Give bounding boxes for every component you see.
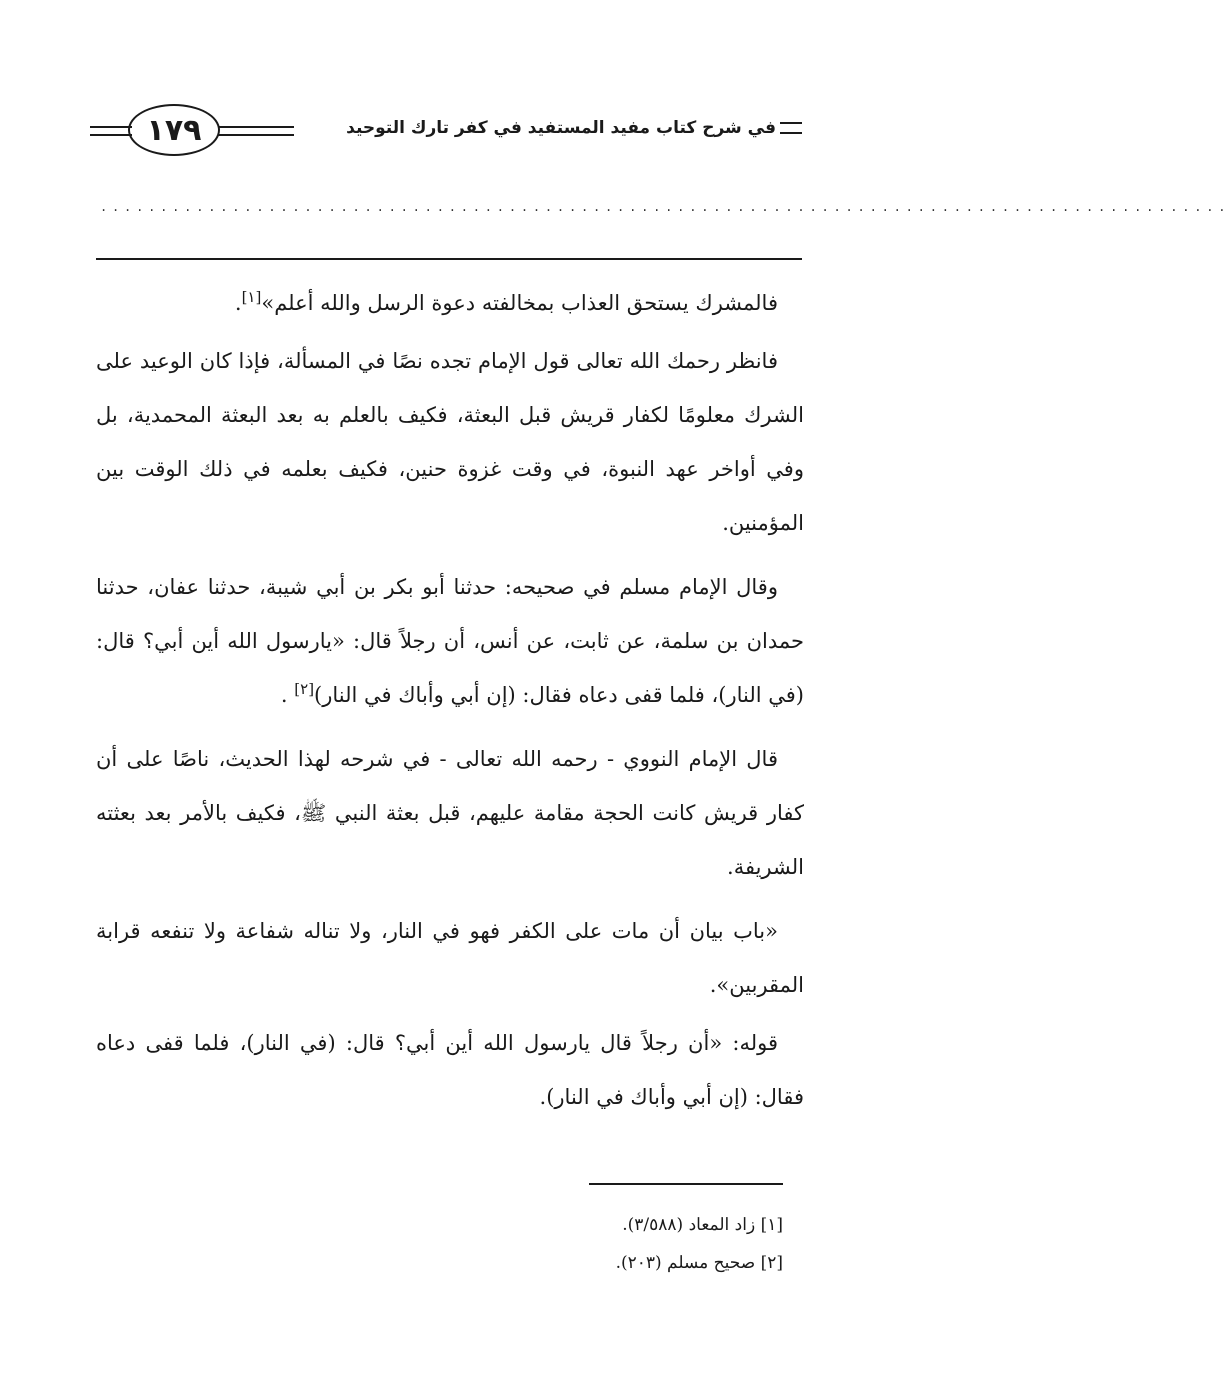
ornament-double-line-right [218,126,294,136]
paragraph-text: فالمشرك يستحق العذاب بمخالفته دعوة الرسل والله أعلم» [261,291,778,315]
paragraph-text: قوله: «أن رجلاً قال يارسول الله أين أبي؟ قال: (في النار)، فلما قفى دعاه فقال: (إن أبي وأباك في النار). [96,1031,804,1109]
paragraph [96,276,804,330]
paragraph [96,560,804,722]
paragraph-tail: . [280,683,288,707]
header-rule [96,258,802,260]
page-number: ١٧٩ [128,104,220,156]
paragraph-tail: . [234,291,242,315]
title-double-line-mark [780,122,802,134]
paragraph-text: قال الإمام النووي - رحمه الله تعالى - في شرحه لهذا الحديث، ناصًا على أن كفار قريش كانت الحجة مقامة عليهم، قبل بعثة النبي ﷺ، فكيف بالأمر بعد بعثته الشريفة. [96,747,804,879]
footnote-ref: [١] [241,288,262,306]
running-title [346,118,802,138]
main-text [96,276,804,1134]
dotted-rule: .............................................................................................. [100,200,1230,214]
running-title-text: في شرح كتاب مفيد المستفيد في كفر تارك التوحيد [346,118,776,138]
footnote-ref: [٢] [294,680,315,698]
paragraph-text: «باب بيان أن مات على الكفر فهو في النار، ولا تناله شفاعة ولا تنفعه قرابة المقربين». [96,919,804,997]
ornament-double-line-left [90,126,132,136]
paragraph [96,334,804,550]
paragraph [96,1016,804,1124]
footnotes [183,1206,783,1282]
page-number-ornament [90,100,295,162]
footnote: [١] زاد المعاد (٣/٥٨٨). [622,1215,783,1235]
paragraph [96,732,804,894]
paragraph [96,904,804,1012]
paragraph-text: وقال الإمام مسلم في صحيحه: حدثنا أبو بكر بن أبي شيبة، حدثنا عفان، حدثنا حمدان بن سلمة، عن ثابت، عن أنس، أن رجلاً قال: «يارسول الله أين أبي؟ قال: (في النار)، فلما قفى دعاه فقال: (إن أبي وأباك في النار) [96,575,804,707]
footnote: [٢] صحيح مسلم (٢٠٣). [615,1253,783,1273]
paragraph-text: فانظر رحمك الله تعالى قول الإمام تجده نصًا في المسألة، فإذا كان الوعيد على الشرك معلومًا لكفار قريش قبل البعثة، فكيف بالعلم به بعد البعثة المحمدية، بل وفي أواخر عهد النبوة، في وقت غزوة حنين، فكيف بعلمه في ذلك الوقت بين المؤمنين. [96,349,804,535]
page-header [90,100,802,162]
footnote-separator [589,1183,783,1185]
